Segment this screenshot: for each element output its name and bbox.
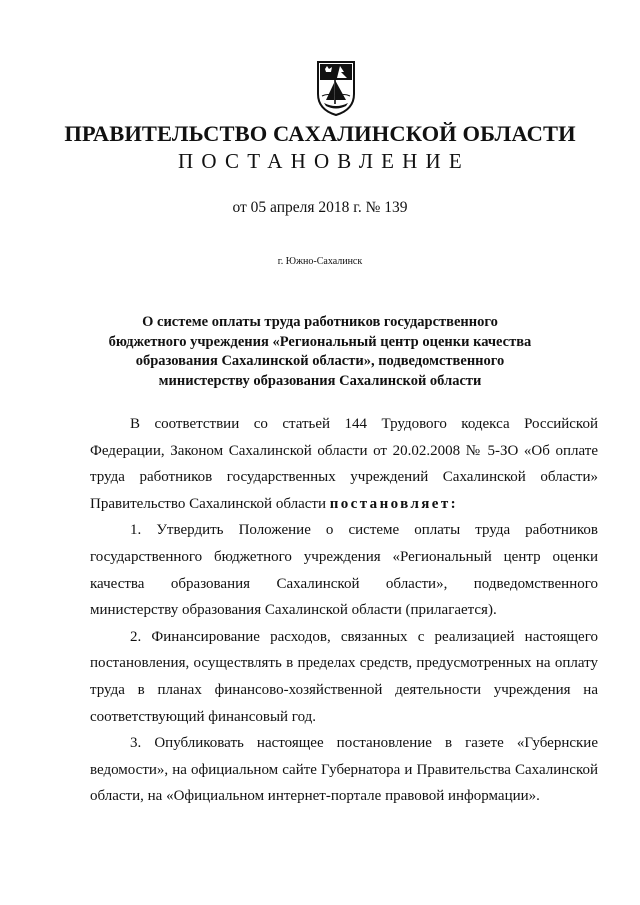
resolves-colon: : [450,495,459,512]
resolves-word: постановляет [329,495,451,512]
government-title: ПРАВИТЕЛЬСТВО САХАЛИНСКОЙ ОБЛАСТИ [64,121,576,146]
sakhalin-coat-of-arms-icon [316,60,356,116]
document-type: ПОСТАНОВЛЕНИЕ [178,149,470,173]
subject-line: министерству образования Сахалинской области [158,372,482,389]
preamble-text: В соответствии со статьей 144 Трудового кодекса Российской Федерации, Законом Сахалинской области от 20.02.2008 № 5-ЗО «Об оплате труда работников государственных учреждений Сахалинской области» Правительство Сахалинской области [90,416,598,512]
document-city: г. Южно-Сахалинск [277,256,363,267]
subject-line: бюджетного учреждения «Региональный центр оценки качества [108,333,532,350]
document-body [90,411,598,810]
preamble-paragraph [90,411,598,517]
resolution-item-1: 1. Утвердить Положение о системе оплаты труда работников государственного бюджетного учреждения «Региональный центр оценки качества образования Сахалинской области», подведомственного министерству образования Сахалинской области (прилагается). [90,522,598,619]
resolution-item-3: 3. Опубликовать настоящее постановление в газете «Губернские ведомости», на официальном сайте Губернатора и Правительства Сахалинской области, на «Официальном интернет-портале правовой информации». [90,735,598,805]
subject-line: О системе оплаты труда работников государственного [142,314,498,330]
document-date-number: от 05 апреля 2018 г. № 139 [232,199,408,216]
resolution-item-2: 2. Финансирование расходов, связанных с реализацией настоящего постановления, осуществлять в пределах средств, предусмотренных на оплату труда в планах финансово-хозяйственной деятельности учреждения на соответствующий финансовый год. [90,628,598,725]
document-subject [80,313,560,391]
subject-line: образования Сахалинской области», подведомственного [135,353,505,369]
